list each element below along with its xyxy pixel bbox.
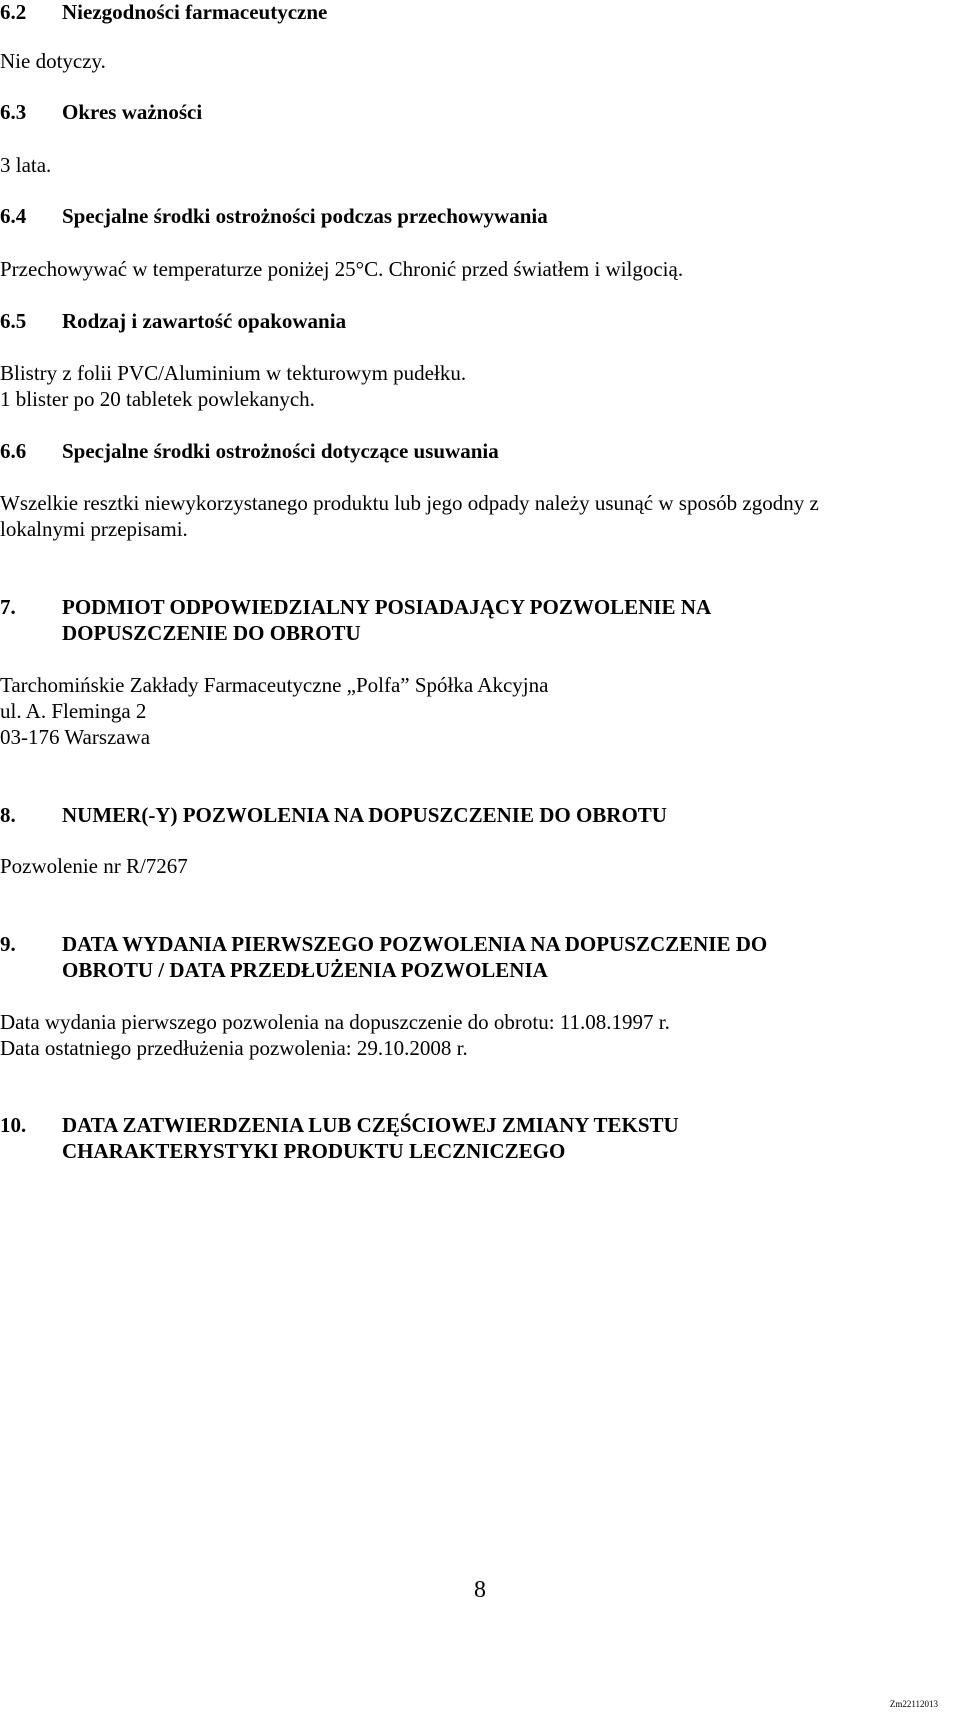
section-6-5-line-2: 1 blister po 20 tabletek powlekanych. [0, 387, 315, 411]
section-title-line-1: DATA WYDANIA PIERWSZEGO POZWOLENIA NA DOPUSZCZENIE DO [62, 932, 768, 956]
section-8-heading [0, 802, 667, 828]
section-6-4-heading [0, 203, 548, 229]
section-9-line-1: Data wydania pierwszego pozwolenia na dopuszczenie do obrotu: 11.08.1997 r. [0, 1010, 670, 1034]
section-6-5-heading [0, 308, 346, 334]
section-number: 6.5 [0, 309, 27, 333]
section-title: Rodzaj i zawartość opakowania [62, 309, 347, 333]
section-6-5-line-1: Blistry z folii PVC/Aluminium w tekturowym pudełku. [0, 361, 467, 385]
section-7-heading [0, 594, 711, 620]
section-number: 6.4 [0, 204, 27, 228]
section-7-line-2: ul. A. Fleminga 2 [0, 699, 147, 723]
section-6-2-text: Nie dotyczy. [0, 49, 106, 73]
section-10-heading [0, 1112, 679, 1138]
section-6-3-text: 3 lata. [0, 153, 52, 177]
section-number: 6.6 [0, 439, 27, 463]
section-10-title-line-2: CHARAKTERYSTYKI PRODUKTU LECZNICZEGO [62, 1139, 566, 1163]
section-9-heading [0, 931, 767, 957]
section-title-line-1: DATA ZATWIERDZENIA LUB CZĘŚCIOWEJ ZMIANY TEKSTU [62, 1113, 679, 1137]
section-title: Okres ważności [62, 100, 203, 124]
section-number: 7. [0, 595, 16, 619]
section-9-title-line-2: OBROTU / DATA PRZEDŁUŻENIA POZWOLENIA [62, 958, 548, 982]
section-7-line-1: Tarchomińskie Zakłady Farmaceutyczne „Polfa” Spółka Akcyjna [0, 673, 549, 697]
section-6-6-heading [0, 438, 499, 464]
section-title: Specjalne środki ostrożności dotyczące usuwania [62, 439, 499, 463]
section-7-title-line-2: DOPUSZCZENIE DO OBROTU [62, 621, 361, 645]
section-number: 10. [0, 1113, 27, 1137]
section-title: Niezgodności farmaceutyczne [62, 0, 328, 24]
section-9-line-2: Data ostatniego przedłużenia pozwolenia: 29.10.2008 r. [0, 1036, 468, 1060]
section-number: 6.3 [0, 100, 27, 124]
section-title-line-1: PODMIOT ODPOWIEDZIALNY POSIADAJĄCY POZWOLENIE NA [62, 595, 712, 619]
section-8-text: Pozwolenie nr R/7267 [0, 854, 188, 878]
section-6-6-line-2: lokalnymi przepisami. [0, 517, 188, 541]
section-6-4-text: Przechowywać w temperaturze poniżej 25°C. Chronić przed światłem i wilgocią. [0, 257, 684, 281]
section-title: Specjalne środki ostrożności podczas przechowywania [62, 204, 548, 228]
section-title: NUMER(-Y) POZWOLENIA NA DOPUSZCZENIE DO OBROTU [62, 803, 667, 827]
section-number: 8. [0, 803, 16, 827]
page-number: 8 [474, 1577, 486, 1603]
section-number: 9. [0, 932, 16, 956]
footer-code: Zm22112013 [889, 1699, 938, 1709]
section-6-6-line-1: Wszelkie resztki niewykorzystanego produktu lub jego odpady należy usunąć w sposób zgodny z [0, 491, 819, 515]
section-number: 6.2 [0, 0, 27, 24]
section-7-line-3: 03-176 Warszawa [0, 725, 151, 749]
section-6-2-heading [0, 0, 327, 25]
section-6-3-heading [0, 99, 202, 125]
